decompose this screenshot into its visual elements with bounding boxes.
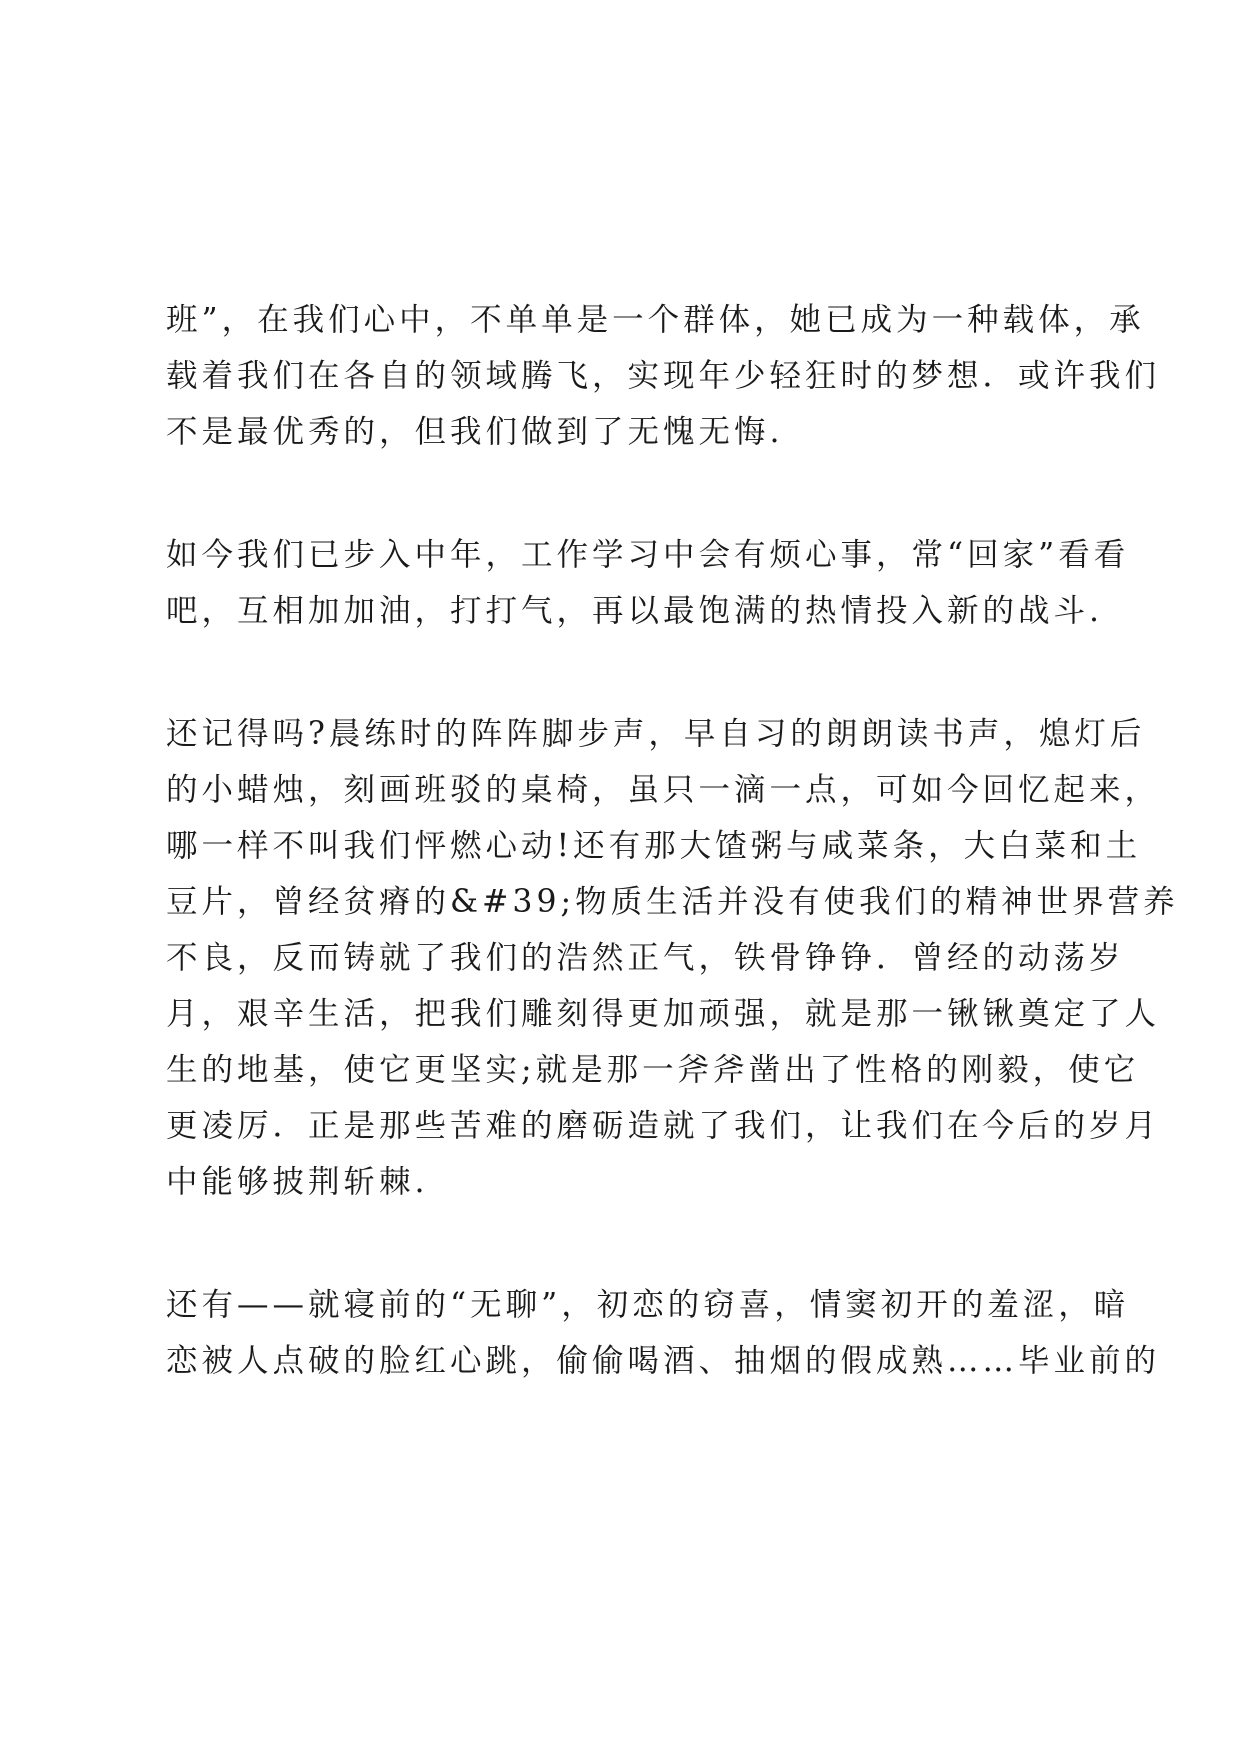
paragraph-2 (166, 527, 1130, 639)
paragraph-4 (166, 1277, 1161, 1389)
text-line: 吧，互相加加油，打打气，再以最饱满的热情投入新的战斗. (166, 593, 1104, 629)
text-line: 中能够披荆斩棘. (166, 1164, 429, 1200)
text-line: 的小蜡烛，刻画班驳的桌椅，虽只一滴一点，可如今回忆起来， (166, 772, 1161, 808)
text-line: 月，艰辛生活，把我们雕刻得更加顽强，就是那一锹锹奠定了人 (166, 996, 1161, 1032)
paragraph-3 (166, 706, 1179, 1210)
text-line: 班”，在我们心中，不单单是一个群体，她已成为一种载体，承 (166, 302, 1145, 338)
text-line: 载着我们在各自的领域腾飞，实现年少轻狂时的梦想．或许我们 (166, 358, 1161, 394)
text-line: 生的地基，使它更坚实;就是那一斧斧凿出了性格的刚毅，使它 (166, 1052, 1140, 1088)
text-line: 恋被人点破的脸红心跳，偷偷喝酒、抽烟的假成熟……毕业前的 (166, 1343, 1161, 1379)
text-line: 不是最优秀的，但我们做到了无愧无悔. (166, 414, 784, 450)
text-line: 豆片，曾经贫瘠的&#39;物质生活并没有使我们的精神世界营养 (166, 884, 1179, 920)
text-line: 更凌厉．正是那些苦难的磨砺造就了我们，让我们在今后的岁月 (166, 1108, 1161, 1144)
text-line: 还有——就寝前的“无聊”，初恋的窃喜，情窦初开的羞涩，暗 (166, 1287, 1130, 1323)
text-line: 不良，反而铸就了我们的浩然正气，铁骨铮铮．曾经的动荡岁 (166, 940, 1125, 976)
text-line: 哪一样不叫我们怦燃心动!还有那大馇粥与咸菜条，大白菜和土 (166, 828, 1142, 864)
text-line: 如今我们已步入中年，工作学习中会有烦心事，常“回家”看看 (166, 537, 1130, 573)
text-line: 还记得吗?晨练时的阵阵脚步声，早自习的朗朗读书声，熄灯后 (166, 716, 1146, 752)
document-body (166, 292, 1179, 1456)
paragraph-1 (166, 292, 1161, 460)
